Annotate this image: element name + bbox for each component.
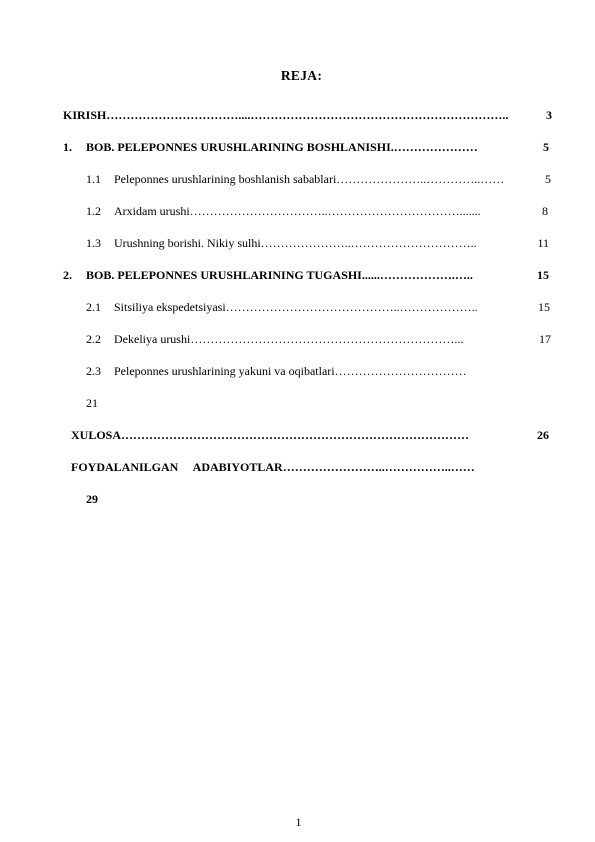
toc-entry-text: Sitsiliya ekspedetsiyasi……………………………………..……………….. xyxy=(114,300,478,314)
toc-entry-text: KIRISH……………………………....……………………………………………………….. xyxy=(63,108,509,122)
toc-entry-1-2[interactable] xyxy=(86,204,548,218)
toc-entry-number: 1.1 xyxy=(86,172,101,186)
toc-entry-2-3[interactable] xyxy=(86,364,542,378)
toc-entry-2-2[interactable] xyxy=(86,332,551,346)
toc-entry-text: Dekeliya urushi…………………………………………………………... xyxy=(114,332,464,346)
toc-entry-page: 3 xyxy=(546,108,552,122)
toc-entry-text: Arxidam urushi……………………………..……………………………....... xyxy=(114,204,481,218)
toc-entry-2-1[interactable] xyxy=(86,300,550,314)
toc-entry-page: 15 xyxy=(538,300,550,314)
page-title: REJA: xyxy=(280,68,323,83)
toc-entry-number: 2.3 xyxy=(86,364,101,378)
toc-entry-page: 8 xyxy=(542,204,548,218)
toc-entry-number: 1.3 xyxy=(86,236,101,250)
toc-entry-bob-1[interactable] xyxy=(63,140,549,154)
toc-entry-page: 5 xyxy=(543,140,549,154)
toc-entry-page: 5 xyxy=(545,172,551,186)
toc-entry-number: 2.2 xyxy=(86,332,101,346)
toc-entry-text: Urushning borishi. Nikiy sulhi…………………..………………………….. xyxy=(114,236,477,250)
toc-entry-number: 2.1 xyxy=(86,300,101,314)
toc-entry-page: 26 xyxy=(537,428,549,442)
toc-entry-number: 1.2 xyxy=(86,204,101,218)
toc-entry-page: 21 xyxy=(86,396,98,410)
toc-entry-page: 15 xyxy=(537,268,549,282)
toc-entry-text: Peleponnes urushlarining yakuni va oqibatlari…………………………… xyxy=(114,364,467,378)
toc-entry-number: 1. xyxy=(63,140,72,154)
toc-entry-text: BOB. PELEPONNES URUSHLARINING BOSHLANISHI.………………… xyxy=(86,140,478,154)
toc-entry-xulosa[interactable] xyxy=(71,428,549,442)
toc-entry-text: XULOSA…………………………………………………………………………… xyxy=(71,428,470,442)
toc-entry-1-3[interactable] xyxy=(86,236,549,250)
toc-entry-foydalanilgan-adabiyotlar[interactable] xyxy=(71,460,551,474)
toc-entry-text: BOB. PELEPONNES URUSHLARINING TUGASHI......……………….….. xyxy=(86,268,473,282)
toc-entry-page: 11 xyxy=(537,236,549,250)
toc-entry-bob-2[interactable] xyxy=(63,268,549,282)
toc-entry-text: Peleponnes urushlarining boshlanish sabablari…………………..…………..…… xyxy=(114,172,505,186)
page-number: 1 xyxy=(295,815,302,829)
toc-entry-number: 2. xyxy=(63,268,72,282)
toc-entry-text: FOYDALANILGAN ADABIYOTLAR……………………..……………..…… xyxy=(71,460,475,474)
toc-entry-page: 29 xyxy=(86,492,98,506)
toc-entry-1-1[interactable] xyxy=(86,172,551,186)
toc-entry-page: 17 xyxy=(539,332,551,346)
toc-entry-kirish[interactable] xyxy=(63,108,552,122)
